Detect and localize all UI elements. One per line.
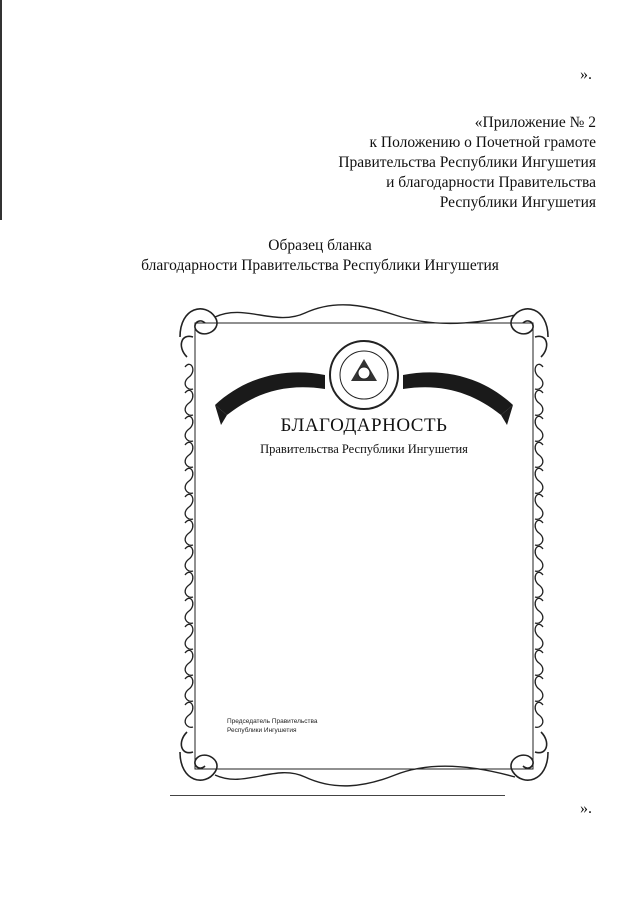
scroll-ornament xyxy=(185,598,193,623)
scroll-ornament xyxy=(185,572,193,597)
appendix-line: Правительства Республики Ингушетия xyxy=(338,154,596,171)
scroll-ornament xyxy=(535,650,543,675)
appendix-header xyxy=(256,113,596,213)
scroll-ornament xyxy=(535,520,543,545)
scroll-ornament xyxy=(535,676,543,701)
scroll-ornament xyxy=(535,468,543,493)
scroll-ornament xyxy=(535,572,543,597)
scroll-ornament xyxy=(535,364,543,389)
certificate-subtitle: Правительства Республики Ингушетия xyxy=(260,442,468,456)
appendix-line: и благодарности Правительства xyxy=(386,174,596,191)
scroll-ornament xyxy=(535,624,543,649)
scroll-ornament xyxy=(535,702,543,727)
scroll-ornament xyxy=(535,390,543,415)
signature-block xyxy=(227,717,318,735)
appendix-line: к Положению о Почетной грамоте xyxy=(369,134,596,151)
scan-edge-line xyxy=(0,0,2,220)
sample-title-line2: благодарности Правительства Республики Ингушетия xyxy=(141,257,499,274)
scroll-ornament xyxy=(185,676,193,701)
scroll-ornament xyxy=(185,364,193,389)
scroll-ornament xyxy=(185,390,193,415)
sample-title xyxy=(0,236,640,276)
appendix-line: «Приложение № 2 xyxy=(474,114,596,131)
scroll-ornament xyxy=(535,546,543,571)
scroll-ornament xyxy=(185,650,193,675)
emblem xyxy=(330,341,398,409)
sample-title-line1: Образец бланка xyxy=(268,237,372,254)
scroll-ornament xyxy=(185,520,193,545)
scroll-ornament xyxy=(535,494,543,519)
certificate-form xyxy=(175,297,553,792)
scroll-ornament xyxy=(185,546,193,571)
closing-quote-bottom: ». xyxy=(580,800,592,817)
scroll-ornament xyxy=(535,598,543,623)
scroll-ornament xyxy=(185,702,193,727)
scroll-ornament xyxy=(185,494,193,519)
signature-line2: Республики Ингушетия xyxy=(227,727,297,734)
scroll-ornament xyxy=(185,624,193,649)
separator-line xyxy=(170,795,505,796)
scroll-ornament xyxy=(185,468,193,493)
certificate-title: БЛАГОДАРНОСТЬ xyxy=(280,415,448,436)
signature-line1: Председатель Правительства xyxy=(227,718,318,725)
closing-quote-top: ». xyxy=(580,66,592,83)
appendix-line: Республики Ингушетия xyxy=(439,194,596,211)
